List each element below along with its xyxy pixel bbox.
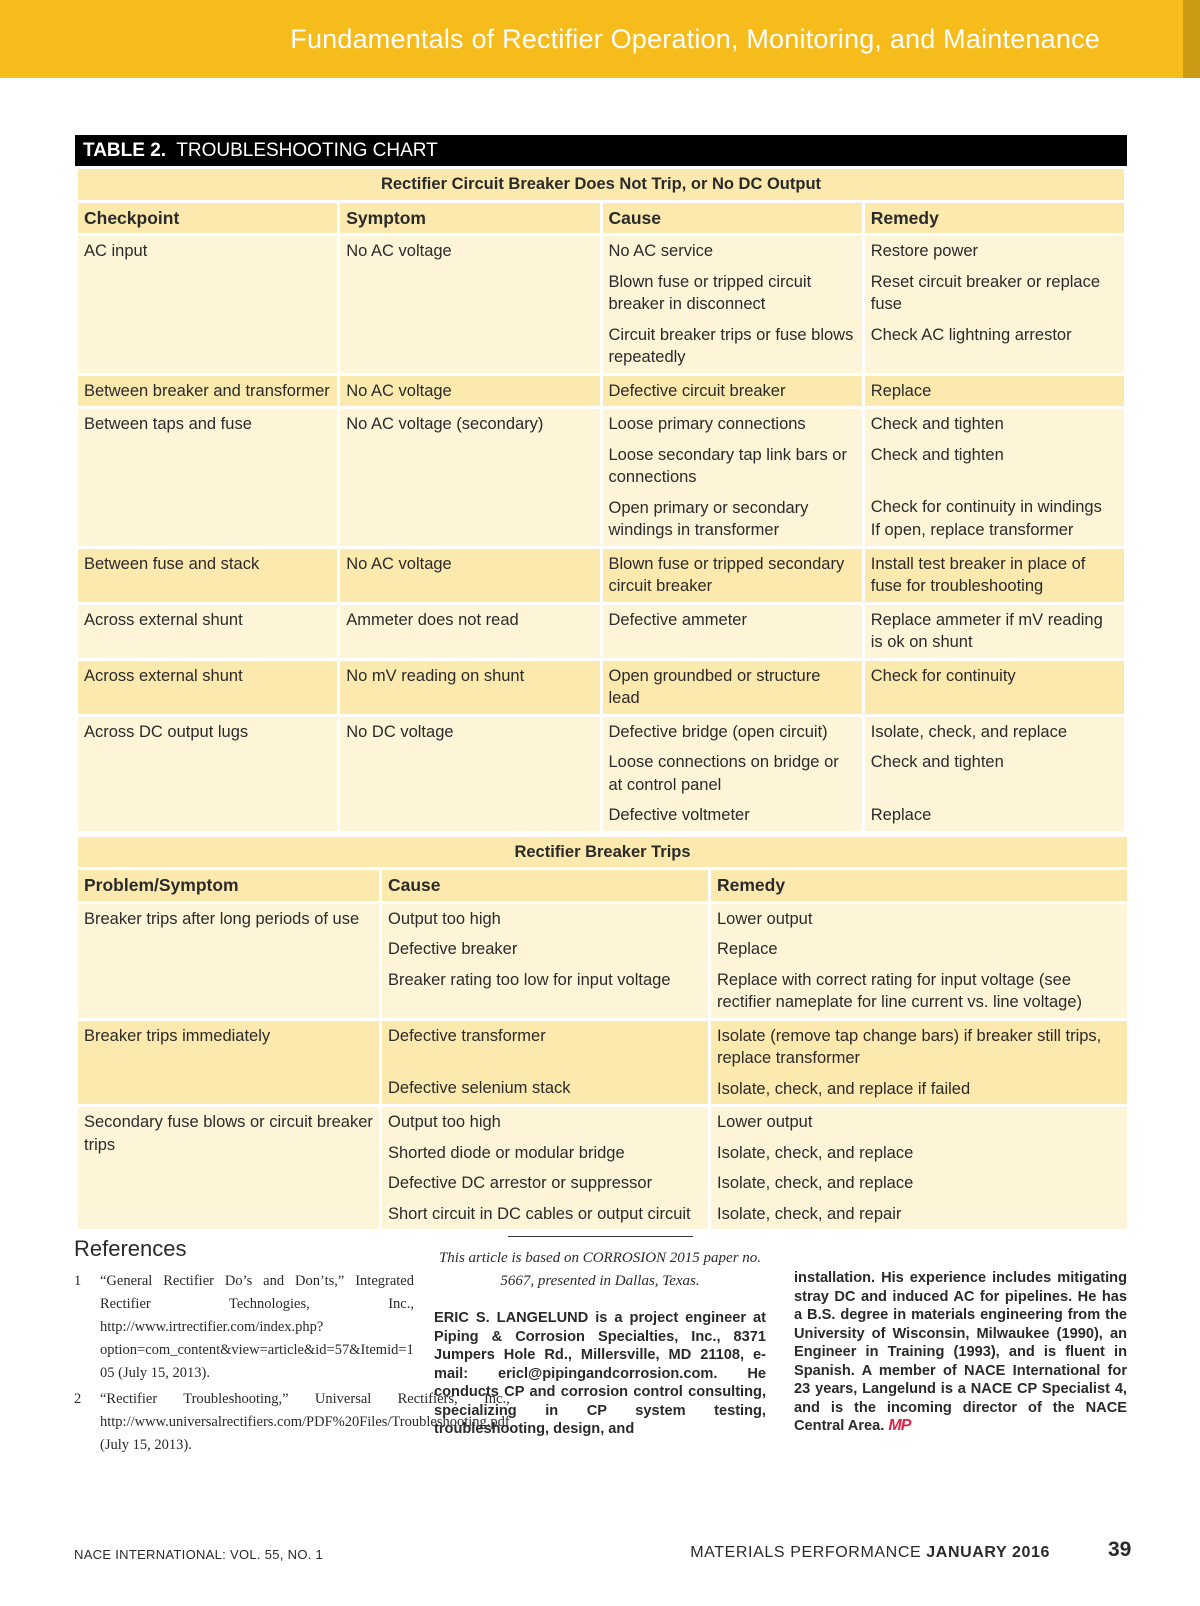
symptom-cell: No mV reading on shunt: [339, 659, 601, 715]
cause-text: Defective bridge (open circuit): [608, 722, 828, 741]
cause-cell: Open groundbed or structure lead: [601, 659, 863, 715]
author-bio-column: [794, 1269, 1127, 1436]
cause-text: Defective transformer: [388, 1026, 546, 1045]
table-row: [77, 603, 1126, 659]
mp-logo-icon: MP: [888, 1417, 911, 1434]
table-label: TABLE 2.: [83, 140, 167, 161]
table-row: [77, 1106, 1129, 1231]
remedy-text: Check and tighten: [870, 753, 1004, 771]
problem-cell: Breaker trips immediately: [77, 1019, 381, 1106]
cause-cell: [601, 408, 863, 548]
checkpoint-cell: Between fuse and stack: [77, 547, 339, 603]
remedy-text: Replace: [870, 805, 932, 824]
cause-text: Defective voltmeter: [608, 806, 750, 824]
checkpoint-cell: AC input: [77, 235, 339, 375]
checkpoint-cell: Across DC output lugs: [77, 715, 339, 832]
cause-text: Loose secondary tap link bars or connections: [608, 445, 847, 486]
column-header: Remedy: [863, 201, 1125, 235]
remedy-cell: [863, 235, 1125, 375]
remedy-text: Isolate, check, and replace: [870, 722, 1068, 741]
divider: [508, 1236, 693, 1237]
cause-cell: [601, 235, 863, 375]
cause-cell: Defective circuit breaker: [601, 374, 863, 408]
symptom-cell: No DC voltage: [339, 715, 601, 832]
cause-cell: [381, 1019, 710, 1106]
remedy-text: Isolate, check, and replace if failed: [717, 1079, 971, 1098]
column-header: Remedy: [710, 869, 1129, 903]
remedy-cell: Replace: [863, 374, 1125, 408]
symptom-cell: No AC voltage: [339, 547, 601, 603]
reference-item: [74, 1388, 510, 1457]
footer-publication: MATERIALS PERFORMANCE: [690, 1544, 922, 1561]
remedy-text: Isolate, check, and replace: [717, 1143, 914, 1162]
reference-text: “Rectifier Troubleshooting,” Universal Rectifiers, Inc., http://www.universalrectifiers.com/PDF%20Files/Troubleshooting.pdf (July 15, 2013).: [100, 1391, 510, 1453]
header-edge: [1183, 0, 1200, 78]
remedy-text: Lower output: [717, 909, 813, 928]
table-row: [77, 235, 1126, 375]
remedy-text: Isolate, check, and replace: [717, 1174, 914, 1192]
section-title: Rectifier Breaker Trips: [77, 835, 1129, 869]
remedy-cell: [710, 1019, 1129, 1106]
footer-left: [74, 1547, 323, 1562]
cause-text: Loose primary connections: [608, 415, 806, 433]
remedy-text: Check for continuity in windings: [870, 498, 1102, 516]
column-header: Cause: [381, 869, 710, 903]
table-row: [77, 1019, 1129, 1106]
table-row: [77, 659, 1126, 715]
remedy-text: Isolate (remove tap change bars) if breaker still trips, replace transformer: [717, 1026, 1102, 1067]
cause-cell: [381, 902, 710, 1019]
table-row: [77, 715, 1126, 832]
author-bio-part2: installation. His experience includes mitigating stray DC and induced AC for pipelines. He has a B.S. degree in materials engineering from the University of Wisconsin, Milwaukee (1990), an Engineer in Training (1993), and is fluent in Spanish. A member of NACE International for 23 years, Langelund is a NACE CP Specialist 4, and is the incoming director of the NACE Central Area.: [794, 1270, 1127, 1434]
reference-number: 2: [74, 1391, 82, 1407]
section-title: Rectifier Circuit Breaker Does Not Trip, or No DC Output: [77, 168, 1126, 202]
article-note-column: [434, 1236, 766, 1439]
checkpoint-cell: Between taps and fuse: [77, 408, 339, 548]
author-bio-part1: ERIC S. LANGELUND is a project engineer at Piping & Corrosion Specialties, Inc., 8371 Jumpers Hole Rd., Millersville, MD 21108, e-mail: ericl@pipingandcorrosion.com. He conducts CP and corrosion control consulting, specializing in CP system testing, troubleshooting, design, and: [434, 1310, 766, 1437]
cause-cell: [381, 1106, 710, 1231]
remedy-text: Check AC lightning arrestor: [870, 325, 1072, 344]
cause-text: Loose connections on bridge or at control panel: [608, 753, 839, 794]
column-header: Symptom: [339, 201, 601, 235]
remedy-text: Check and tighten: [870, 415, 1004, 433]
footer-date: JANUARY 2016: [926, 1544, 1050, 1561]
remedy-cell: Install test breaker in place of fuse for troubleshooting: [863, 547, 1125, 603]
table-row: [77, 902, 1129, 1019]
checkpoint-cell: Across external shunt: [77, 603, 339, 659]
footer-volume: VOL. 55, NO. 1: [230, 1547, 324, 1562]
cause-text: Shorted diode or modular bridge: [388, 1143, 625, 1162]
checkpoint-cell: Across external shunt: [77, 659, 339, 715]
reference-text: “General Rectifier Do’s and Don’ts,” Integrated Rectifier Technologies, Inc., http://www.irtrectifier.com/index.php?option=com_content&view=article&id=57&Itemid=1 05 (July 15, 2013).: [100, 1273, 414, 1381]
cause-text: Defective selenium stack: [388, 1079, 571, 1097]
cause-text: Output too high: [388, 909, 501, 928]
symptom-cell: No AC voltage (secondary): [339, 408, 601, 548]
remedy-text: Restore power: [870, 242, 979, 260]
cause-text: Circuit breaker trips or fuse blows repeatedly: [608, 325, 854, 366]
cause-cell: Defective ammeter: [601, 603, 863, 659]
table-row: [77, 408, 1126, 548]
table-row: [77, 547, 1126, 603]
page-number: 39: [1108, 1538, 1132, 1561]
references-title: References: [74, 1236, 187, 1261]
remedy-cell: Check for continuity: [863, 659, 1125, 715]
table-section-1: [75, 166, 1127, 834]
cause-cell: Blown fuse or tripped secondary circuit breaker: [601, 547, 863, 603]
remedy-text: Lower output: [717, 1113, 813, 1131]
remedy-cell: [863, 715, 1125, 832]
cause-text: No AC service: [608, 242, 714, 260]
cause-text: Defective breaker: [388, 940, 518, 958]
checkpoint-cell: Between breaker and transformer: [77, 374, 339, 408]
footer-right: [690, 1544, 1050, 1562]
cause-text: Blown fuse or tripped circuit breaker in disconnect: [608, 272, 812, 313]
troubleshooting-table: [75, 135, 1127, 1232]
remedy-text: Isolate, check, and repair: [717, 1204, 902, 1223]
symptom-cell: No AC voltage: [339, 235, 601, 375]
remedy-cell: [863, 408, 1125, 548]
problem-cell: Secondary fuse blows or circuit breaker trips: [77, 1106, 381, 1231]
column-header: Problem/Symptom: [77, 869, 381, 903]
remedy-cell: [710, 1106, 1129, 1231]
cause-text: Breaker rating too low for input voltage: [388, 970, 671, 989]
table-section-2: [75, 834, 1130, 1233]
remedy-cell: Replace ammeter if mV reading is ok on shunt: [863, 603, 1125, 659]
table-row: [77, 374, 1126, 408]
table-title: TROUBLESHOOTING CHART: [176, 140, 438, 161]
reference-number: 1: [74, 1273, 82, 1289]
cause-text: Open primary or secondary windings in transformer: [608, 498, 809, 539]
running-header-title: Fundamentals of Rectifier Operation, Monitoring, and Maintenance: [290, 24, 1100, 54]
remedy-cell: [710, 902, 1129, 1019]
symptom-cell: Ammeter does not read: [339, 603, 601, 659]
references-section: [74, 1236, 510, 1460]
column-header: Cause: [601, 201, 863, 235]
cause-cell: [601, 715, 863, 832]
article-note: This article is based on CORROSION 2015 paper no. 5667, presented in Dallas, Texas.: [438, 1250, 762, 1289]
remedy-text: If open, replace transformer: [870, 520, 1074, 539]
footer-org: NACE INTERNATIONAL:: [74, 1547, 227, 1562]
table-title-bar: [75, 135, 1127, 166]
problem-cell: Breaker trips after long periods of use: [77, 902, 381, 1019]
symptom-cell: No AC voltage: [339, 374, 601, 408]
remedy-text: Replace: [717, 940, 778, 958]
remedy-text: Reset circuit breaker or replace fuse: [870, 272, 1101, 313]
remedy-text: Replace with correct rating for input voltage (see rectifier nameplate for line current vs. line voltage): [717, 970, 1082, 1011]
reference-item: [74, 1270, 414, 1385]
cause-text: Short circuit in DC cables or output circuit: [388, 1204, 691, 1223]
cause-text: Defective DC arrestor or suppressor: [388, 1174, 653, 1192]
column-header: Checkpoint: [77, 201, 339, 235]
remedy-text: Check and tighten: [870, 445, 1004, 464]
cause-text: Output too high: [388, 1113, 501, 1131]
